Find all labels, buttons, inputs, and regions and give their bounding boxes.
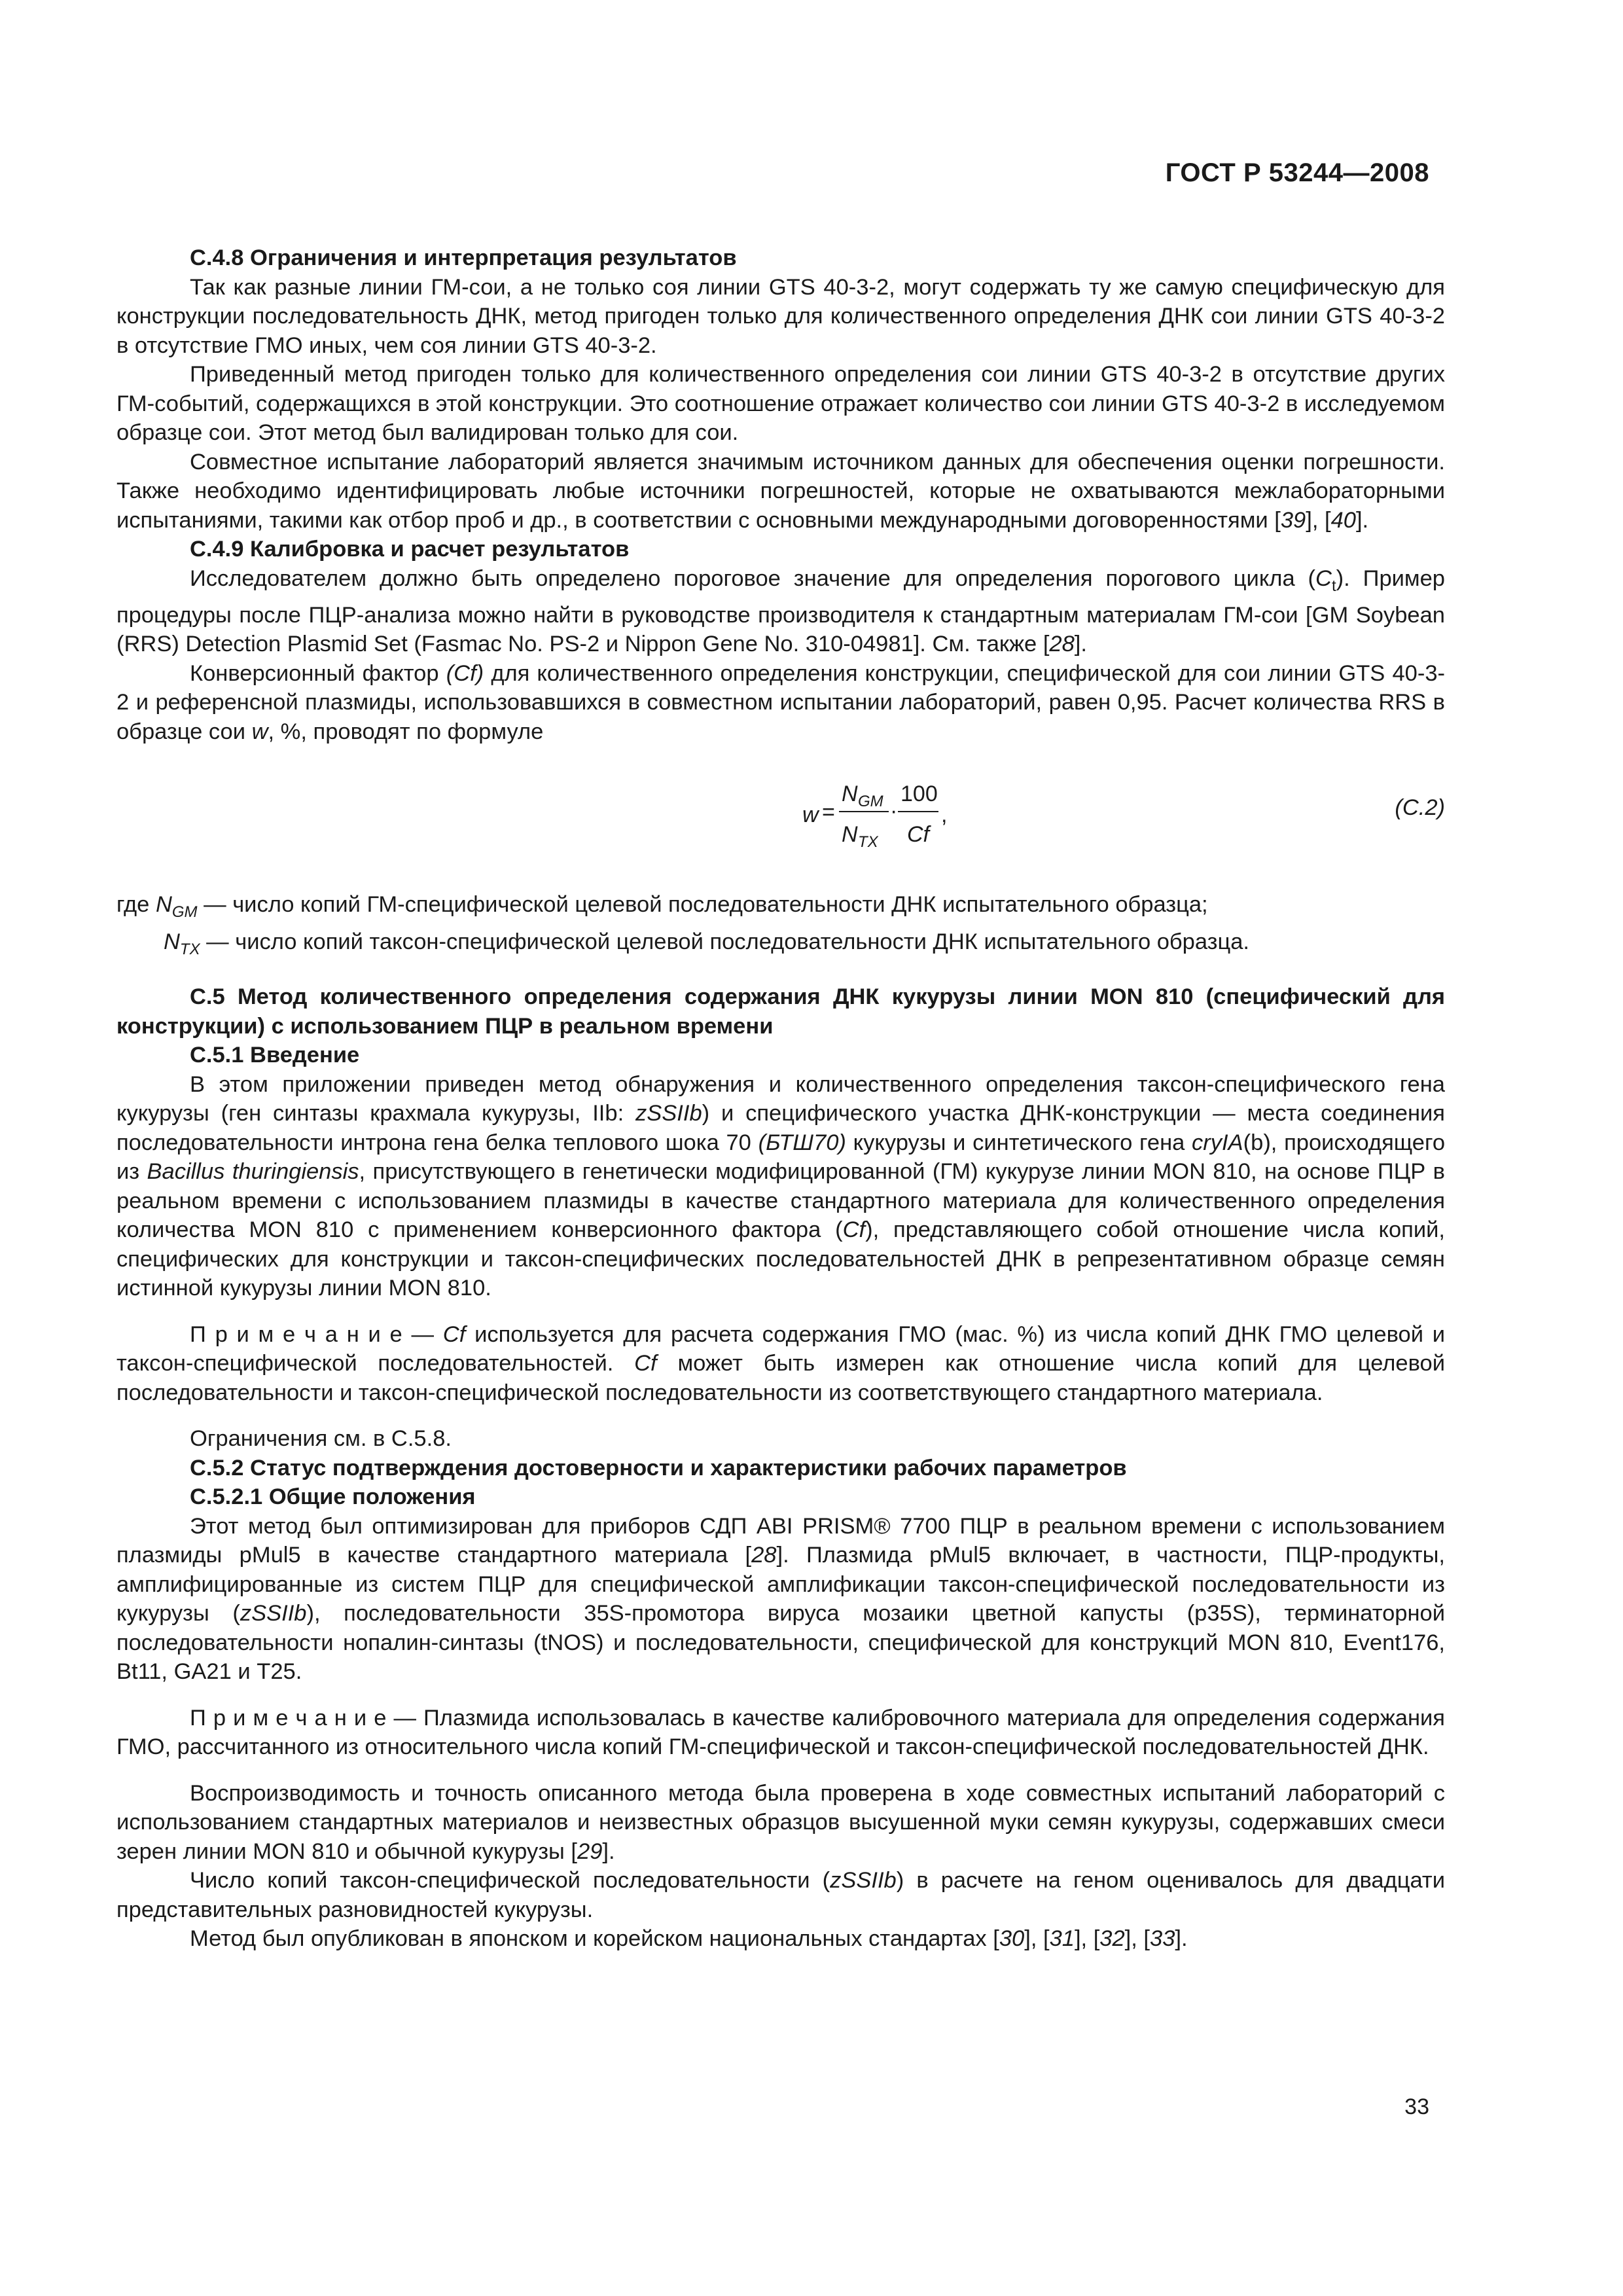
reference: 40 (1330, 507, 1356, 533)
paragraph: В этом приложении приведен метод обнаружения и количественного определения таксон-специфического гена кукурузы (ген синтазы крахмала кукурузы, IIb: zSSIIb) и специфического участка ДНК-конструкции — места соединения последовательности интрона гена белка теплового шока 70 (БТШ70) кукурузы и синтетического гена cryIA(b), происходящего из Bacillus thuringiensis, присутствующего в генетически модифицированной (ГМ) кукурузе линии MON 810, на основе ПЦР в реальном времени с использованием плазмиды в качестве стандартного материала для количественного определения количества MON 810 с применением конверсионного фактора (Cf), представляющего собой отношение числа копий, специфических для конструкции и таксон-специфических последовательностей ДНК в репрезентативном образце семян истинной кукурузы линии MON 810. (116, 1071, 1446, 1301)
svg-text:w: w (802, 802, 819, 828)
svg-text:Cf: Cf (907, 822, 929, 848)
formula-legend-item: где $N_{GM}$ — число копий ГМ-специфической целевой последовательности ДНК испытательного образца; (116, 892, 1208, 922)
paragraph: Воспроизводимость и точность описанного метода была проверена в ходе совместных испытаний лабораторий с использованием стандартных материалов и неизвестных образцов высушенной муки семян кукурузы, содержавших смеси зерен линии MON 810 и обычной кукурузы [29]. (116, 1780, 1445, 1864)
reference: 29 (577, 1839, 603, 1864)
paragraph: Метод был опубликован в японском и корейском национальных стандартах [30], [31], [32], [33]. (190, 1926, 1188, 1952)
section-heading-c52: С.5.2 Статус подтверждения достоверности и характеристики рабочих параметров (190, 1455, 1127, 1480)
note-paragraph: П р и м е ч а н и е — Cf используется для расчета содержания ГМО (мас. %) из числа копий ДНК ГМО целевой и таксон-специфической последовательностей. Cf может быть измерен как отношение числа копий для целевой последовательности и таксон-специфической последовательности из соответствующего стандартного материала. (116, 1321, 1446, 1405)
paragraph: Совместное испытание лабораторий является значимым источником данных для обеспечения оценки погрешности. Также необходимо идентифицировать любые источники погрешностей, которые не охватываются межлабораторными испытаниями, такими как отбор проб и др., в соответствии с основными международными договоренностями [39], [40]. (116, 449, 1445, 533)
formula-legend-item: $N_{TX}$ — число копий таксон-специфической целевой последовательности ДНК испытательного образца. (164, 929, 1250, 958)
reference: 31 (1049, 1926, 1075, 1952)
reference: 39 (1280, 507, 1306, 533)
note-paragraph: П р и м е ч а н и е — Плазмида использовалась в качестве калибровочного материала для определения содержания ГМО, рассчитанного из относительного числа копий ГМ-специфической и таксон-специфической последовательностей ДНК. (116, 1705, 1445, 1760)
paragraph: Этот метод был оптимизирован для приборов СДП ABI PRISM® 7700 ПЦР в реальном времени с использованием плазмиды pMul5 в качестве стандартного материала [28]. Плазмида pMul5 включает, в частности, ПЦР-продукты, амплифицированные из систем ПЦР для специфической амплификации таксон-специфической последовательности из кукурузы (zSSIIb), последовательности 35S-промотора вируса мозаики цветной капусты (p35S), терминаторной последовательности нопалин-синтазы (tNOS) и последовательности, специфической для конструкций MON 810, Event176, Bt11, GA21 и T25. (116, 1513, 1445, 1685)
svg-text:100: 100 (901, 781, 938, 807)
reference: 30 (999, 1926, 1025, 1952)
paragraph: Число копий таксон-специфической последовательности (zSSIIb) в расчете на геном оценивалось для двадцати представительных разновидностей кукурузы. (116, 1868, 1446, 1922)
reference: 28 (751, 1543, 777, 1568)
section-heading-c521: С.5.2.1 Общие положения (190, 1484, 476, 1510)
section-heading-c48: С.4.8 Ограничения и интерпретация результатов (190, 245, 737, 270)
section-heading-c51: С.5.1 Введение (190, 1043, 360, 1068)
svg-text:,: , (941, 802, 948, 828)
document-id-header: ГОСТ Р 53244—2008 (1165, 158, 1429, 187)
paragraph: Приведенный метод пригоден только для количественного определения сои линии GTS 40-3-2 в отсутствие других ГМ-событий, содержащихся в этой конструкции. Это соотношение отражает количество сои линии GTS 40-3-2 в исследуемом образце сои. Этот метод был валидирован только для сои. (116, 362, 1445, 445)
page-content (116, 243, 1445, 1954)
svg-text:=: = (822, 800, 835, 825)
reference: 33 (1150, 1926, 1175, 1952)
reference: 28 (1049, 632, 1075, 657)
svg-text:GM: GM (858, 793, 883, 811)
section-heading-c5: С.5 Метод количественного определения содержания ДНК кукурузы линии MON 810 (специфический для конструкции) с использованием ПЦР в реальном времени (116, 984, 1445, 1039)
svg-text:·: · (890, 798, 898, 824)
paragraph: Исследователем должно быть определено пороговое значение для определения порогового цикла $(C_t)$. Пример процедуры после ПЦР-анализа можно найти в руководстве производителя к стандартным материалам ГМ-сои [GM Soybean (RRS) Detection Plasmid Set (Fasmac No. PS-2 и Nippon Gene No. 310-04981]. См. также [28]. (116, 565, 1445, 657)
paragraph: Так как разные линии ГМ-сои, а не только соя линии GTS 40-3-2, могут содержать ту же самую специфическую для конструкции последовательность ДНК, метод пригоден только для количественного определения ДНК сои линии GTS 40-3-2 в отсутствие ГМО иных, чем соя линии GTS 40-3-2. (116, 274, 1445, 358)
section-heading-c49: С.4.9 Калибровка и расчет результатов (190, 537, 630, 562)
svg-text:N: N (842, 822, 858, 848)
formula-block (116, 768, 1445, 867)
paragraph: Конверсионный фактор (Cf) для количественного определения конструкции, специфической для сои линии GTS 40-3-2 и референсной плазмиды, использовавшихся в совместном испытании лабораторий, равен 0,95. Расчет количества RRS в образце сои w, %, проводят по формуле (116, 660, 1446, 744)
reference: 32 (1099, 1926, 1125, 1952)
formula-c2 (691, 768, 1018, 853)
equation-number: (С.2) (1395, 795, 1445, 821)
svg-text:TX: TX (858, 833, 878, 852)
svg-text:N: N (842, 781, 858, 807)
page-number: 33 (1404, 2094, 1429, 2119)
paragraph: Ограничения см. в С.5.8. (190, 1426, 452, 1452)
